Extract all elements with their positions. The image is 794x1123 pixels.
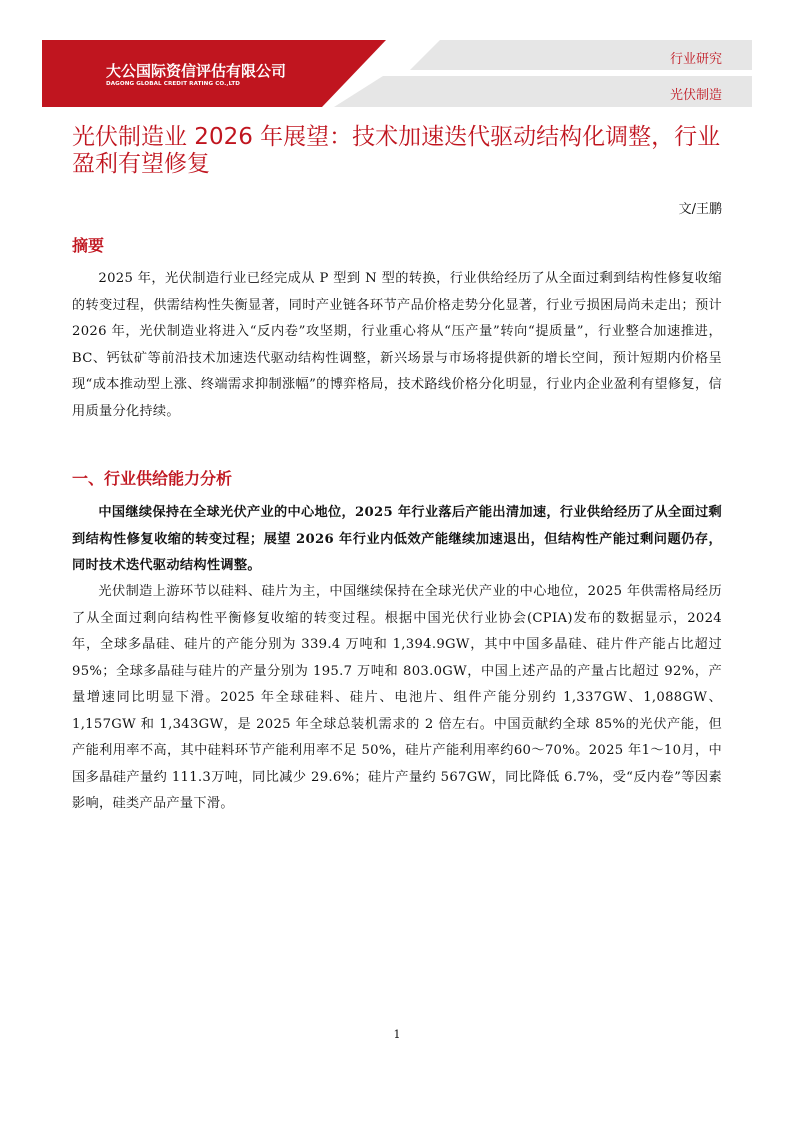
company-name-en: DAGONG GLOBAL CREDIT RATING CO.,LTD	[106, 81, 240, 87]
industry-tag: 光伏制造	[669, 88, 722, 103]
abstract-heading: 摘要	[72, 236, 105, 255]
category-tag: 行业研究	[669, 52, 722, 67]
company-name-cn: 大公国际资信评估有限公司	[106, 62, 287, 80]
author-byline: 文/王鹏	[678, 202, 722, 217]
abstract-paragraph: 2025 年，光伏制造行业已经完成从 P 型到 N 型的转换，行业供给经历了从全面过剩到结构性修复收缩的转变过程，供需结构性失衡显著，同时产业链各环节产品价格走势分化显著，行业亏损困局尚未走出；预计 2026 年，光伏制造业将进入“反内卷”攻坚期，行业重心将从“压产量”转向“提质量”，行业整合加速推进，BC、钙钛矿等前沿技术加速迭代驱动结构性调整，新兴场景与市场将提供新的增长空间，预计短期内价格呈现“成本推动型上涨、终端需求抑制涨幅”的博弈格局，技术路线价格分化明显，行业内企业盈利有望修复，信用质量分化持续。	[72, 271, 722, 419]
section-heading: 一、行业供给能力分析	[72, 469, 233, 488]
page-number: 1	[393, 1028, 401, 1041]
section-body-paragraph: 光伏制造上游环节以硅料、硅片为主，中国继续保持在全球光伏产业的中心地位，2025 年供需格局经历了从全面过剩向结构性平衡修复收缩的转变过程。根据中国光伏行业协会(CPIA)发布的数据显示，2024 年，全球多晶硅、硅片的产能分别为 339.4 万吨和 1,394.9GW，其中中国多晶硅、硅片件产能占比超过 95%；全球多晶硅与硅片的产量分别为 195.7 万吨和 803.0GW，中国上述产品的产量占比超过 92%，产量增速同比明显下滑。2025 年全球硅料、硅片、电池片、组件产能分别约 1,337GW、1,088GW、1,157GW 和 1,343GW，是 2025 年全球总装机需求的 2 倍左右。中国贡献约全球 85%的光伏产能，但产能利用率不高，其中硅料环节产能利用率不足 50%，硅片产能利用率约60～70%。2025 年1～10月，中国多晶硅产量约 111.3万吨，同比减少 29.6%；硅片产量约 567GW，同比降低 6.7%，受“反内卷”等因素影响，硅类产品产量下滑。	[72, 584, 722, 811]
section-lead-paragraph: 中国继续保持在全球光伏产业的中心地位，2025 年行业落后产能出清加速，行业供给经历了从全面过剩到结构性修复收缩的转变过程；展望 2026 年行业内低效产能继续加速退出，但结构性产能过剩问题仍存，同时技术迭代驱动结构性调整。	[72, 505, 722, 573]
document-title: 光伏制造业 2026 年展望：技术加速迭代驱动结构化调整，行业盈利有望修复	[72, 124, 721, 177]
dagong-globe-emblem-icon	[0, 0, 36, 26]
page-header	[0, 0, 794, 110]
